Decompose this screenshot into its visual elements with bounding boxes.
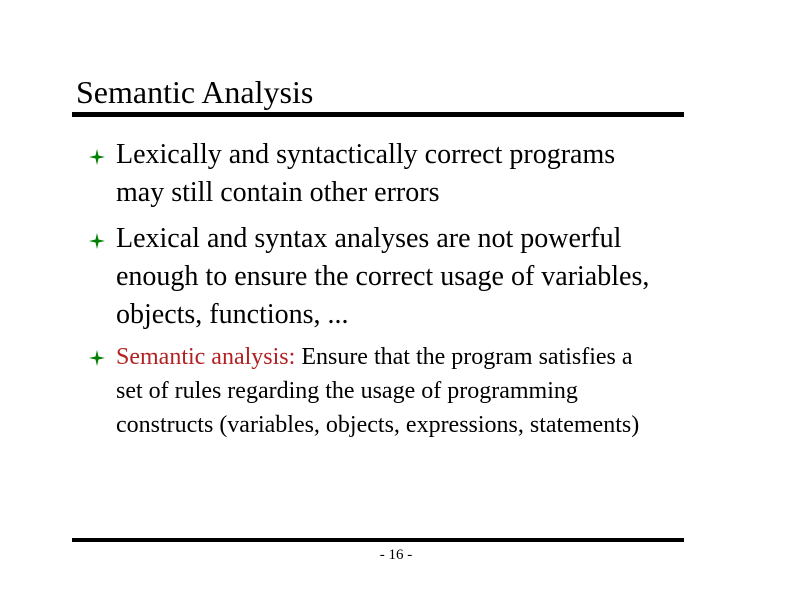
page-number: - 16 -	[379, 547, 413, 563]
term-label: Semantic analysis	[116, 344, 289, 370]
bullet-text-1: Lexically and syntactically correct programs may still contain other errors	[116, 139, 616, 208]
highlighted-term	[116, 344, 295, 370]
title-underline	[72, 112, 684, 117]
diamond-bullet-icon	[88, 349, 106, 367]
slide-title: Semantic Analysis	[76, 74, 314, 110]
diamond-bullet-icon	[88, 148, 106, 166]
bullet-text-3	[116, 340, 656, 442]
bullet-text-2: Lexical and syntax analyses are not powerful enough to ensure the correct usage of variables, objects, functions, ...	[116, 223, 650, 330]
diamond-bullet-icon	[88, 232, 106, 250]
term-separator: :	[288, 344, 296, 370]
term-definition: Ensure that the program satisfies a set of rules regarding the usage of programming constructs (variables, objects, expressions, statements)	[116, 344, 640, 438]
footer-rule	[72, 538, 684, 542]
